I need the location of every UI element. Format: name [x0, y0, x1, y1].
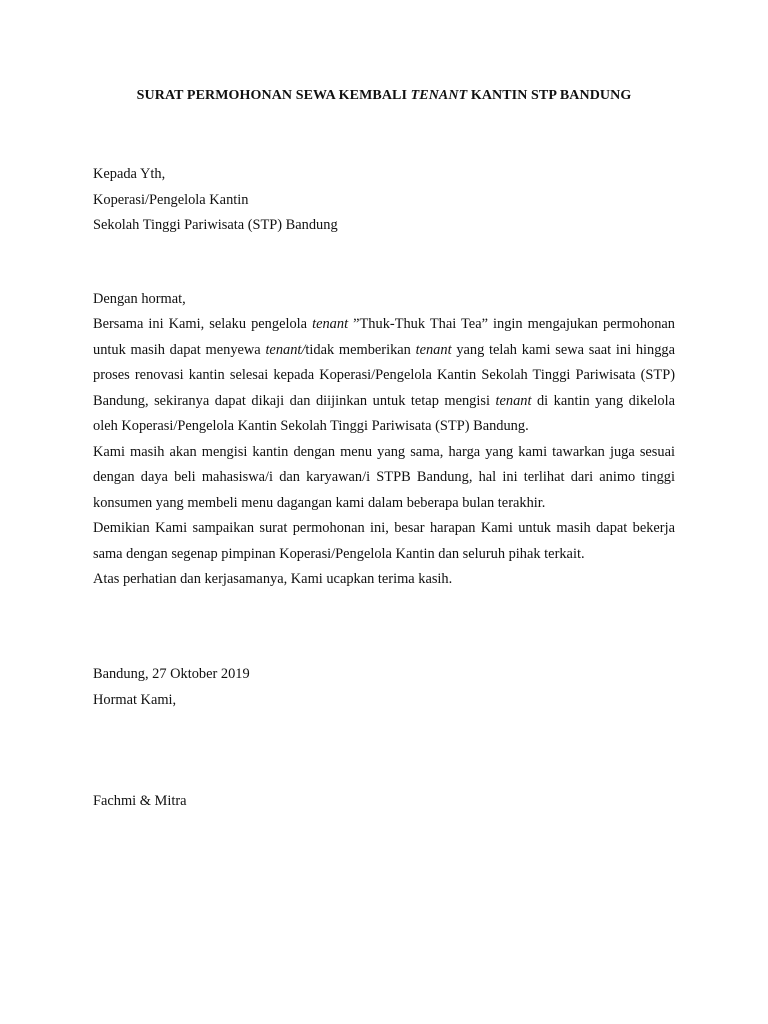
- para1-part-g: yang telah kami sewa saat ini hingga proses renovasi kantin selesai kepada Koperasi/Pengelola Kantin Sekolah Tinggi Pariwisata (STP) Bandung, sekiranya dapat dikaji dan diijinkan untuk tetap mengisi: [93, 341, 675, 409]
- para1-tenant-italic-1: tenant: [312, 316, 349, 332]
- paragraph-thanks: Atas perhatian dan kerjasamanya, Kami ucapkan terima kasih.: [93, 571, 453, 587]
- para1-part-a: Bersama ini Kami, selaku pengelola: [93, 316, 313, 332]
- greeting: Dengan hormat,: [93, 291, 186, 307]
- para1-tenant-italic-4: tenant: [495, 392, 532, 409]
- recipient-institution: Sekolah Tinggi Pariwisata (STP) Bandung: [93, 217, 338, 233]
- letter-title: [0, 88, 768, 104]
- regards: Hormat Kami,: [93, 691, 177, 708]
- place-date: Bandung, 27 Oktober 2019: [93, 666, 250, 682]
- title-text-end: KANTIN STP BANDUNG: [467, 88, 632, 103]
- paragraph-request: [93, 312, 675, 440]
- para1-part-i: di kantin yang dikelola oleh Koperasi/Pengelola Kantin Sekolah Tinggi Pariwisata (STP) Bandung.: [93, 392, 675, 434]
- recipient-salutation: Kepada Yth,: [93, 166, 166, 182]
- para1-part-e: tidak memberikan: [305, 341, 416, 358]
- closing-block: [93, 662, 675, 713]
- recipient-block: [93, 162, 675, 239]
- recipient-organization: Koperasi/Pengelola Kantin: [93, 191, 249, 208]
- paragraph-menu: Kami masih akan mengisi kantin dengan menu yang sama, harga yang kami tawarkan juga sesuai dengan daya beli mahasiswa/i dan karyawan/i STPB Bandung, hal ini terlihat dari animo tinggi konsumen yang membeli menu dagangan kami dalam beberapa bulan terakhir.: [93, 443, 675, 511]
- para1-part-c: ”Thuk-Thuk Thai Tea” ingin mengajukan permohonan untuk masih dapat menyewa: [93, 316, 675, 358]
- title-text-italic: TENANT: [410, 88, 468, 103]
- title-text-start: SURAT PERMOHONAN SEWA KEMBALI: [136, 88, 411, 103]
- signatory-name: Fachmi & Mitra: [93, 793, 187, 809]
- para1-tenant-italic-3: tenant: [415, 341, 452, 358]
- para1-tenant-italic-2: tenant/: [265, 341, 306, 358]
- paragraph-hope: Demikian Kami sampaikan surat permohonan ini, besar harapan Kami untuk masih dapat bekerja sama dengan segenap pimpinan Koperasi/Pengelola Kantin dan seluruh pihak terkait.: [93, 520, 675, 562]
- letter-body: [93, 312, 675, 593]
